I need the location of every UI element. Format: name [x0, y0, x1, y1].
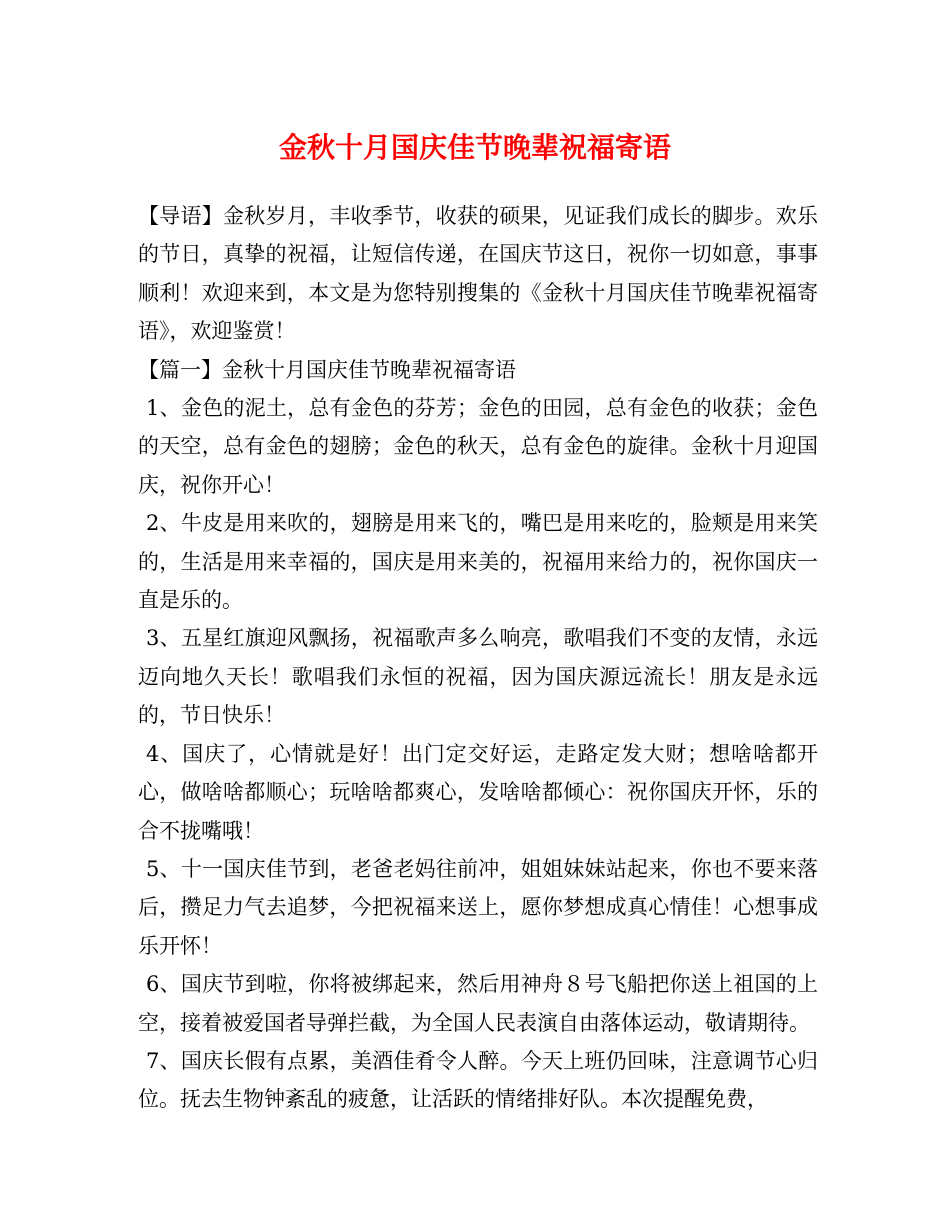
- document-title: 金秋十月国庆佳节晚辈祝福寄语: [278, 131, 671, 164]
- list-item: 2、牛皮是用来吹的，翅膀是用来飞的，嘴巴是用来吃的，脸颊是用来笑的，生活是用来幸福的，国庆是用来美的，祝福用来给力的，祝你国庆一直是乐的。: [138, 511, 818, 613]
- document-body: [138, 197, 818, 1119]
- list-item: 5、十一国庆佳节到，老爸老妈往前冲，姐姐妹妹站起来，你也不要来落后，攒足力气去追梦，今把祝福来送上，愿你梦想成真心情佳！心想事成乐开怀！: [138, 856, 818, 958]
- list-item: 3、五星红旗迎风飘扬，祝福歌声多么响亮，歌唱我们不变的友情，永远迈向地久天长！歌唱我们永恒的祝福，因为国庆源远流长！朋友是永远的，节日快乐！: [138, 626, 818, 728]
- list-item: 4、国庆了，心情就是好！出门定交好运，走路定发大财；想啥啥都开心，做啥啥都顺心；玩啥啥都爽心，发啥啥都倾心：祝你国庆开怀，乐的合不拢嘴哦！: [138, 741, 818, 843]
- list-item: 7、国庆长假有点累，美酒佳肴令人醉。今天上班仍回味，注意调节心归位。抚去生物钟紊乱的疲惫，让活跃的情绪排好队。本次提醒免费，: [138, 1048, 818, 1112]
- section-heading: 【篇一】金秋十月国庆佳节晚辈祝福寄语: [138, 357, 516, 382]
- intro-paragraph: 【导语】金秋岁月，丰收季节，收获的硕果，见证我们成长的脚步。欢乐的节日，真挚的祝福，让短信传递，在国庆节这日，祝你一切如意，事事顺利！欢迎来到，本文是为您特别搜集的《金秋十月国庆佳节晚辈祝福寄语》，欢迎鉴赏！: [138, 204, 818, 344]
- list-item: 6、国庆节到啦，你将被绑起来，然后用神舟８号飞船把你送上祖国的上空，接着被爱国者导弹拦截，为全国人民表演自由落体运动，敬请期待。: [138, 972, 818, 1035]
- list-item: 1、金色的泥土，总有金色的芬芳；金色的田园，总有金色的收获；金色的天空，总有金色的翅膀；金色的秋天，总有金色的旋律。金秋十月迎国庆，祝你开心！: [138, 396, 818, 497]
